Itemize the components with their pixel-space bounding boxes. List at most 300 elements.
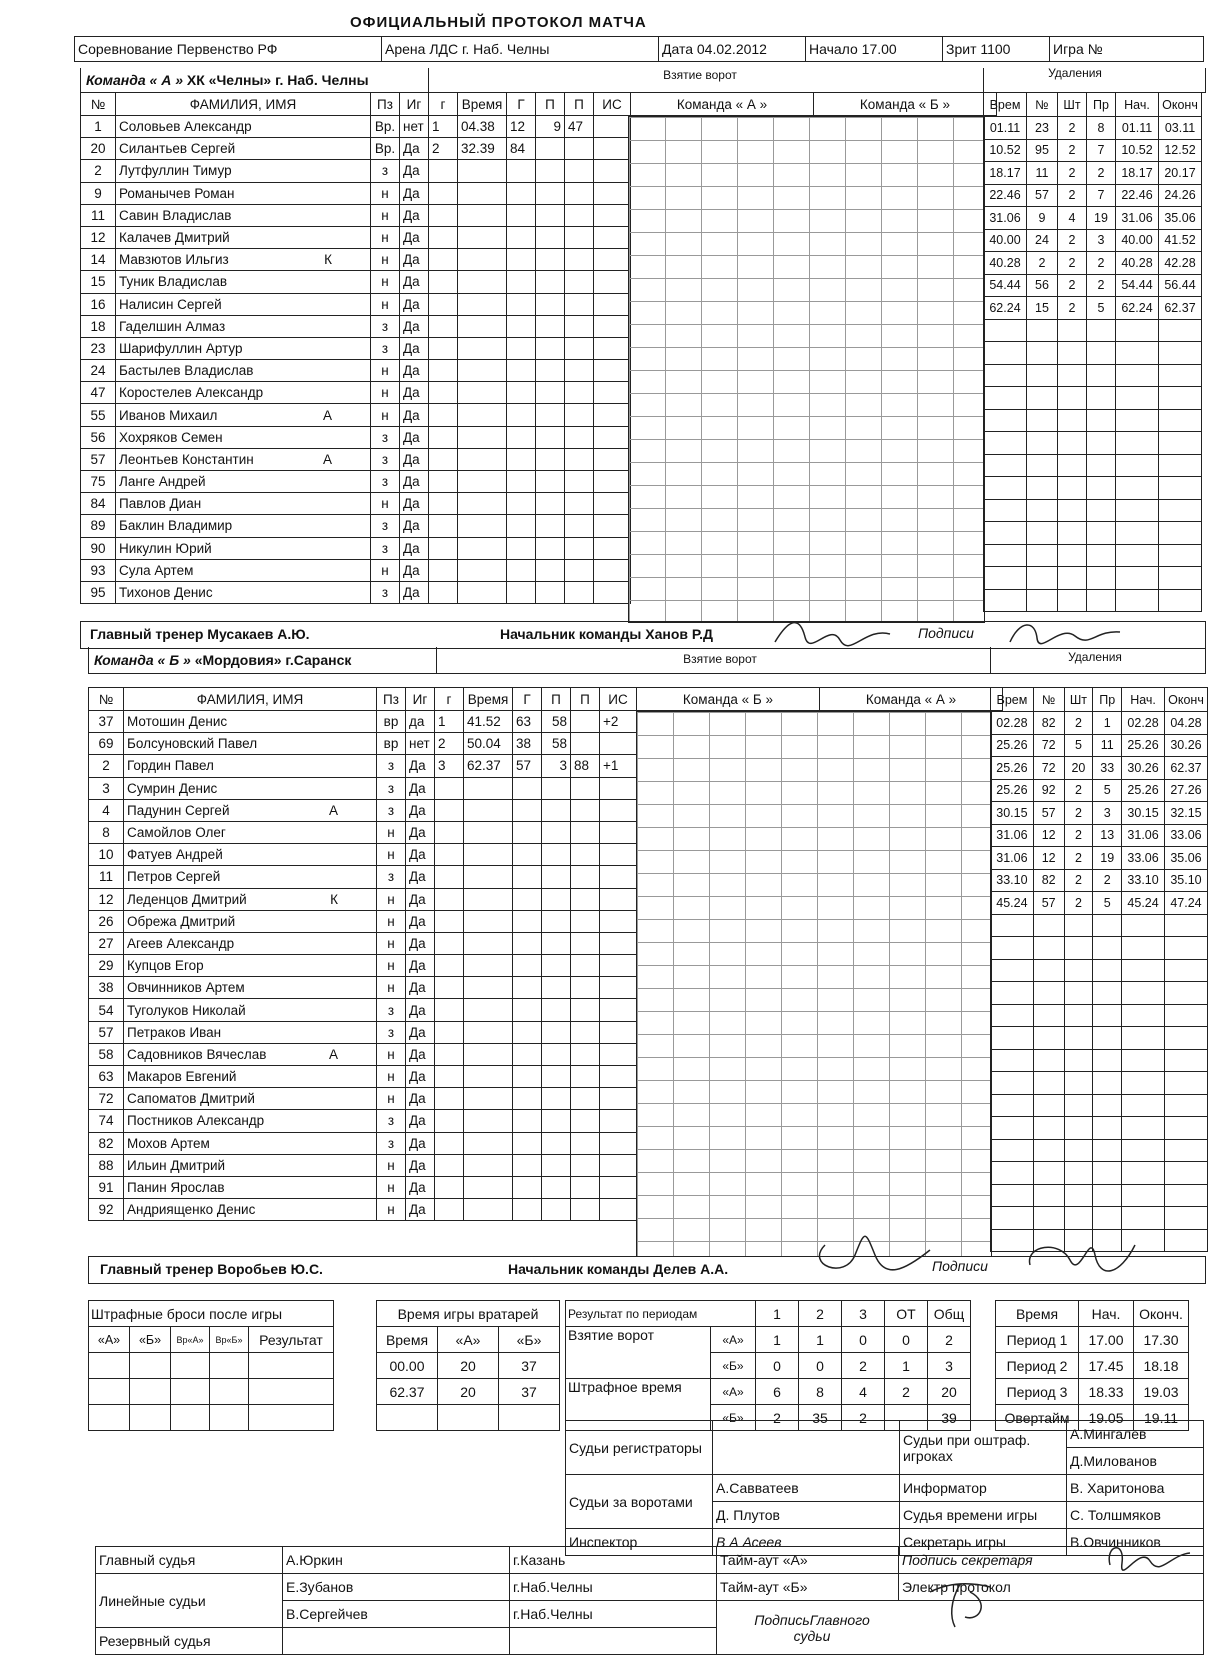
penalty-row — [984, 387, 1202, 410]
penalty-cell — [1087, 387, 1116, 410]
penalty-cell — [984, 342, 1027, 365]
penalty-cell: 2 — [1093, 869, 1122, 892]
penalty-cell — [1122, 914, 1165, 937]
goal-p2 — [571, 977, 600, 999]
goalie-cell: 20 — [438, 1379, 499, 1405]
penalty-cell — [991, 1049, 1034, 1072]
team-b-penalties-table — [990, 687, 1208, 1252]
penalty-cell — [1027, 319, 1058, 342]
goal-g — [435, 1088, 464, 1110]
penalty-cell — [1087, 499, 1116, 522]
player-position: вр — [377, 711, 406, 733]
penalty-cell — [1058, 454, 1087, 477]
penalty-cell: 40.00 — [984, 229, 1027, 252]
penalty-cell — [991, 1117, 1034, 1140]
goal-p2 — [571, 1176, 600, 1198]
penalty-cell — [1159, 364, 1202, 387]
penalty-cell: 33.06 — [1164, 824, 1207, 847]
goalie-cell: 37 — [499, 1379, 560, 1405]
start-time: Начало 17.00 — [806, 37, 943, 62]
penalty-cell: 7 — [1087, 139, 1116, 162]
penalty-cell — [1033, 1162, 1064, 1185]
goal-p1 — [542, 821, 571, 843]
player-name-cell — [116, 515, 371, 537]
penalty-cell: 10.52 — [1116, 139, 1159, 162]
penalty-cell — [1058, 589, 1087, 612]
player-position: н — [377, 821, 406, 843]
player-name: Мавзютов Ильгиз — [119, 252, 229, 268]
goal-p1 — [542, 977, 571, 999]
goal-time: 62.37 — [464, 755, 513, 777]
times-header: Время — [996, 1301, 1079, 1327]
player-position: з — [377, 755, 406, 777]
player-name-cell — [116, 471, 371, 493]
player-number: 54 — [89, 999, 124, 1021]
times-cell: 19.11 — [1134, 1405, 1189, 1431]
player-number: 72 — [89, 1088, 124, 1110]
player-position: з — [371, 448, 400, 470]
penalty-row — [984, 297, 1202, 320]
penalty-cell — [1058, 319, 1087, 342]
penalty-cell — [1064, 1139, 1093, 1162]
player-name: Тихонов Денис — [119, 585, 213, 601]
period-col: ОТ — [885, 1301, 928, 1327]
period-value: 2 — [928, 1327, 971, 1353]
player-position: н — [377, 977, 406, 999]
shootout-col-gk-b: Вр«Б» — [210, 1327, 249, 1353]
player-position: з — [371, 426, 400, 448]
penalty-row — [984, 252, 1202, 275]
team-b-penalties-caption: Удаления — [1068, 650, 1122, 664]
player-played: да — [406, 711, 435, 733]
penalty-cell: 62.37 — [1164, 757, 1207, 780]
penalty-cell: 5 — [1064, 734, 1093, 757]
penalty-cell: 92 — [1033, 779, 1064, 802]
player-name: Фатуев Андрей — [127, 847, 223, 863]
periods-table — [565, 1300, 971, 1431]
shootout-col-a: «А» — [89, 1327, 130, 1353]
goal-is — [600, 932, 637, 954]
goal-time — [458, 448, 507, 470]
goalie-row — [377, 1379, 560, 1405]
penalty-cell — [1093, 959, 1122, 982]
penalty-cell — [984, 589, 1027, 612]
penalty-cell — [1033, 1004, 1064, 1027]
team-b-goals-grid — [636, 711, 992, 1257]
player-played: Да — [406, 821, 435, 843]
penalty-row — [991, 847, 1208, 870]
player-played: Да — [406, 799, 435, 821]
player-number: 38 — [89, 977, 124, 999]
team-a-header-pos: Пз — [371, 93, 400, 116]
penalty-cell: 2 — [1087, 252, 1116, 275]
penalty-cell — [991, 959, 1034, 982]
secretary-label: Секретарь игры — [900, 1529, 1067, 1556]
penalty-cell: 12.52 — [1159, 139, 1202, 162]
times-row — [996, 1327, 1189, 1353]
penalty-cell: 62.24 — [1116, 297, 1159, 320]
penalty-row — [984, 544, 1202, 567]
period-value: 0 — [885, 1327, 928, 1353]
inspector: В А Асеев — [713, 1529, 900, 1556]
player-name-cell — [116, 559, 371, 581]
penalty-box-judge-1: А.Мингалев — [1067, 1421, 1204, 1448]
player-played: Да — [400, 559, 429, 581]
penalty-cell: 7 — [1087, 184, 1116, 207]
team-a-coach: Главный тренер Мусакаев А.Ю. — [90, 626, 310, 642]
goal-g — [435, 955, 464, 977]
penalty-cell — [1033, 1049, 1064, 1072]
player-position: н — [377, 910, 406, 932]
penalty-row — [984, 319, 1202, 342]
goal-g — [435, 999, 464, 1021]
goal-p2 — [565, 581, 594, 603]
penalty-cell — [1122, 1072, 1165, 1095]
goal-is — [600, 1199, 637, 1221]
goal-gg — [513, 1199, 542, 1221]
period-team: «Б» — [711, 1405, 756, 1431]
goal-p2: 88 — [571, 755, 600, 777]
goal-p2 — [565, 537, 594, 559]
player-number: 9 — [81, 182, 116, 204]
player-position: н — [371, 382, 400, 404]
penalty-cell: 25.26 — [1122, 779, 1165, 802]
goal-p1 — [542, 932, 571, 954]
goal-time — [458, 160, 507, 182]
goal-g — [429, 360, 458, 382]
penalty-cell — [991, 1027, 1034, 1050]
player-name-cell — [124, 1199, 377, 1221]
goal-gg — [513, 799, 542, 821]
player-played: Да — [400, 271, 429, 293]
player-position: з — [377, 777, 406, 799]
player-name-cell — [116, 160, 371, 182]
penalty-cell: 25.26 — [1122, 734, 1165, 757]
penalty-cell — [1164, 1139, 1207, 1162]
goal-is — [594, 315, 631, 337]
penalty-header: Нач. — [1122, 688, 1165, 712]
goal-p2 — [571, 999, 600, 1021]
player-number: 11 — [81, 204, 116, 226]
informer: В. Харитонова — [1067, 1475, 1204, 1502]
goal-time — [464, 1043, 513, 1065]
penalty-cell — [984, 364, 1027, 387]
penalty-cell — [1027, 544, 1058, 567]
penalty-cell — [1159, 319, 1202, 342]
player-number: 3 — [89, 777, 124, 799]
goal-g — [429, 271, 458, 293]
player-name: Петров Сергей — [127, 869, 221, 885]
penalty-cell — [1159, 409, 1202, 432]
period-value: 1 — [885, 1353, 928, 1379]
player-number: 20 — [81, 138, 116, 160]
goal-p2 — [565, 315, 594, 337]
player-name: Самойлов Олег — [127, 825, 226, 841]
penalty-cell: 24.26 — [1159, 184, 1202, 207]
arena: Арена ЛДС г. Наб. Челны — [382, 37, 659, 62]
goalie-cell — [499, 1405, 560, 1431]
goal-gg — [513, 1132, 542, 1154]
penalty-cell — [1159, 454, 1202, 477]
goal-p1 — [536, 360, 565, 382]
penalty-cell — [1087, 364, 1116, 387]
player-position: н — [371, 360, 400, 382]
penalty-cell — [1093, 1117, 1122, 1140]
goal-p2 — [571, 1132, 600, 1154]
team-a-header-gg: Г — [507, 93, 536, 116]
penalty-cell — [1087, 454, 1116, 477]
goal-is — [600, 844, 637, 866]
penalty-header: Оконч — [1159, 93, 1202, 117]
player-name: Туголуков Николай — [127, 1002, 246, 1018]
penalty-cell — [1093, 1072, 1122, 1095]
team-a-header-team2: Команда « Б » — [814, 93, 997, 116]
player-name-cell — [116, 182, 371, 204]
goal-p1 — [542, 1066, 571, 1088]
penalty-cell: 01.11 — [1116, 117, 1159, 140]
penalty-cell: 72 — [1033, 757, 1064, 780]
penalty-cell: 57 — [1033, 802, 1064, 825]
player-role: К — [324, 252, 332, 268]
penalty-row — [991, 1094, 1208, 1117]
penalty-cell — [1116, 319, 1159, 342]
goal-gg: 63 — [513, 711, 542, 733]
player-played: Да — [400, 249, 429, 271]
penalty-cell: 2 — [1087, 162, 1116, 185]
goal-p1: 58 — [542, 711, 571, 733]
goal-is: +1 — [600, 755, 637, 777]
player-name-cell — [116, 249, 371, 271]
player-name-cell — [124, 977, 377, 999]
period-value: 2 — [756, 1405, 799, 1431]
penalty-cell — [1093, 1184, 1122, 1207]
goal-p1: 3 — [542, 755, 571, 777]
goal-p2 — [571, 844, 600, 866]
goal-is — [600, 1110, 637, 1132]
player-name: Бастылев Владислав — [119, 363, 254, 379]
penalty-cell — [1058, 387, 1087, 410]
penalty-cell: 24 — [1027, 229, 1058, 252]
player-played: Да — [400, 448, 429, 470]
goal-p2 — [571, 1110, 600, 1132]
team-a-header-p1: П — [536, 93, 565, 116]
penalty-cell — [1116, 432, 1159, 455]
penalty-cell — [1164, 1229, 1207, 1252]
inspector-label: Инспектор — [566, 1529, 713, 1556]
goal-gg — [513, 1154, 542, 1176]
team-b-header-team2: Команда « А » — [820, 688, 1003, 711]
goal-is — [600, 1066, 637, 1088]
penalty-cell — [1087, 544, 1116, 567]
goal-gg — [507, 537, 536, 559]
goal-time — [464, 1088, 513, 1110]
linesmen-label: Линейные судьи — [96, 1574, 283, 1628]
penalty-row — [991, 937, 1208, 960]
player-position: з — [377, 799, 406, 821]
informer-label: Информатор — [900, 1475, 1067, 1502]
player-name: Баклин Владимир — [119, 518, 233, 534]
goal-is — [594, 360, 631, 382]
penalty-cell — [1122, 1004, 1165, 1027]
goal-p1 — [536, 204, 565, 226]
game-number: Игра № — [1050, 37, 1204, 62]
goal-gg — [507, 493, 536, 515]
goal-time — [458, 249, 507, 271]
period-pim-label: Штрафное время — [566, 1379, 711, 1431]
goal-g — [435, 1110, 464, 1132]
times-cell: 19.03 — [1134, 1379, 1189, 1405]
secretary-signature — [1100, 1535, 1195, 1575]
goal-g — [429, 537, 458, 559]
goal-g — [429, 204, 458, 226]
goal-is — [594, 537, 631, 559]
player-number: 12 — [89, 888, 124, 910]
penalty-row — [984, 454, 1202, 477]
player-number: 16 — [81, 293, 116, 315]
goal-time — [458, 315, 507, 337]
player-name: Овчинников Артем — [127, 980, 245, 996]
shootout-col-b: «Б» — [130, 1327, 171, 1353]
goal-p2 — [565, 559, 594, 581]
goal-gg — [507, 515, 536, 537]
goal-p1 — [536, 404, 565, 426]
penalty-cell — [1093, 914, 1122, 937]
team-a-title — [86, 72, 369, 88]
player-played: Да — [406, 1176, 435, 1198]
penalty-cell — [1058, 342, 1087, 365]
penalty-cell — [1093, 1094, 1122, 1117]
player-number: 90 — [81, 537, 116, 559]
period-value: 20 — [928, 1379, 971, 1405]
goal-time — [458, 271, 507, 293]
player-name-cell — [124, 955, 377, 977]
goal-p2 — [565, 404, 594, 426]
goal-p2 — [571, 711, 600, 733]
penalty-cell: 02.28 — [1122, 712, 1165, 735]
player-name-cell — [124, 777, 377, 799]
penalty-cell — [1033, 937, 1064, 960]
penalty-cell — [1122, 1094, 1165, 1117]
referees-table — [95, 1546, 1204, 1655]
goal-is — [600, 1132, 637, 1154]
shootout-col-gk-a: Вр«А» — [171, 1327, 210, 1353]
player-role: А — [328, 802, 338, 818]
goal-p1 — [542, 1110, 571, 1132]
player-name: Калачев Дмитрий — [119, 230, 230, 246]
player-played: Да — [400, 293, 429, 315]
goal-p1 — [542, 1043, 571, 1065]
penalty-cell: 2 — [1058, 274, 1087, 297]
goal-p1 — [536, 559, 565, 581]
penalty-row — [991, 1139, 1208, 1162]
goal-p2 — [565, 337, 594, 359]
penalty-row — [984, 184, 1202, 207]
goal-p1 — [536, 271, 565, 293]
penalty-cell — [1093, 1049, 1122, 1072]
player-number: 18 — [81, 315, 116, 337]
penalty-cell — [1093, 1139, 1122, 1162]
player-position: н — [377, 1088, 406, 1110]
penalty-cell: 2 — [1064, 869, 1093, 892]
goal-g — [435, 821, 464, 843]
player-name: Павлов Диан — [119, 496, 202, 512]
player-played: Да — [406, 844, 435, 866]
times-cell: 19.05 — [1079, 1405, 1134, 1431]
team-b-header-p2: П — [571, 688, 600, 711]
player-name: Мотошин Денис — [127, 714, 228, 730]
player-played: Да — [400, 360, 429, 382]
player-position: н — [377, 844, 406, 866]
goal-g — [429, 426, 458, 448]
penalty-cell — [1122, 1117, 1165, 1140]
player-name: Падунин Сергей — [127, 802, 230, 818]
period-value: 2 — [842, 1353, 885, 1379]
penalty-cell — [1159, 342, 1202, 365]
penalty-cell — [1064, 1072, 1093, 1095]
goal-judges-label: Судьи за воротами — [566, 1475, 713, 1529]
player-position: Вр. — [371, 138, 400, 160]
penalty-cell: 57 — [1033, 892, 1064, 915]
goal-p2 — [565, 382, 594, 404]
goal-is — [600, 1154, 637, 1176]
penalty-cell — [1033, 1184, 1064, 1207]
secretary: В.Овчинников — [1067, 1529, 1204, 1556]
penalty-header: № — [1027, 93, 1058, 117]
penalty-cell — [984, 544, 1027, 567]
player-position: з — [377, 1021, 406, 1043]
period-col: Общ — [928, 1301, 971, 1327]
penalty-header: № — [1033, 688, 1064, 712]
penalty-cell: 2 — [1058, 162, 1087, 185]
player-played: Да — [406, 1110, 435, 1132]
goal-g — [435, 844, 464, 866]
penalty-cell — [1064, 914, 1093, 937]
penalty-row — [991, 892, 1208, 915]
penalty-cell: 42.28 — [1159, 252, 1202, 275]
goal-p2 — [571, 888, 600, 910]
goal-is — [600, 733, 637, 755]
penalty-header: Врем — [991, 688, 1034, 712]
penalty-cell — [1164, 1049, 1207, 1072]
goal-time — [458, 337, 507, 359]
player-role: А — [322, 407, 332, 423]
penalty-cell — [1033, 1139, 1064, 1162]
penalty-cell — [1164, 1094, 1207, 1117]
period-value: 8 — [799, 1379, 842, 1405]
goalie-row — [377, 1353, 560, 1379]
penalty-cell: 20.17 — [1159, 162, 1202, 185]
player-position: н — [371, 559, 400, 581]
penalty-cell: 2 — [1064, 824, 1093, 847]
penalty-cell — [984, 454, 1027, 477]
team-a-name: ХК «Челны» г. Наб. Челны — [186, 72, 369, 88]
penalty-cell — [1058, 409, 1087, 432]
goal-is: +2 — [600, 711, 637, 733]
player-number: 47 — [81, 382, 116, 404]
head-ref-label: Главный судья — [96, 1547, 283, 1574]
player-name: Ланге Андрей — [119, 474, 206, 490]
goal-p2 — [571, 866, 600, 888]
penalty-cell: 41.52 — [1159, 229, 1202, 252]
penalty-cell: 32.15 — [1164, 802, 1207, 825]
goal-p1 — [542, 777, 571, 799]
player-number: 69 — [89, 733, 124, 755]
goal-p1 — [542, 955, 571, 977]
player-position: н — [371, 293, 400, 315]
player-number: 15 — [81, 271, 116, 293]
player-played: Да — [400, 493, 429, 515]
linesman-1-city: г.Наб.Челны — [510, 1574, 717, 1601]
